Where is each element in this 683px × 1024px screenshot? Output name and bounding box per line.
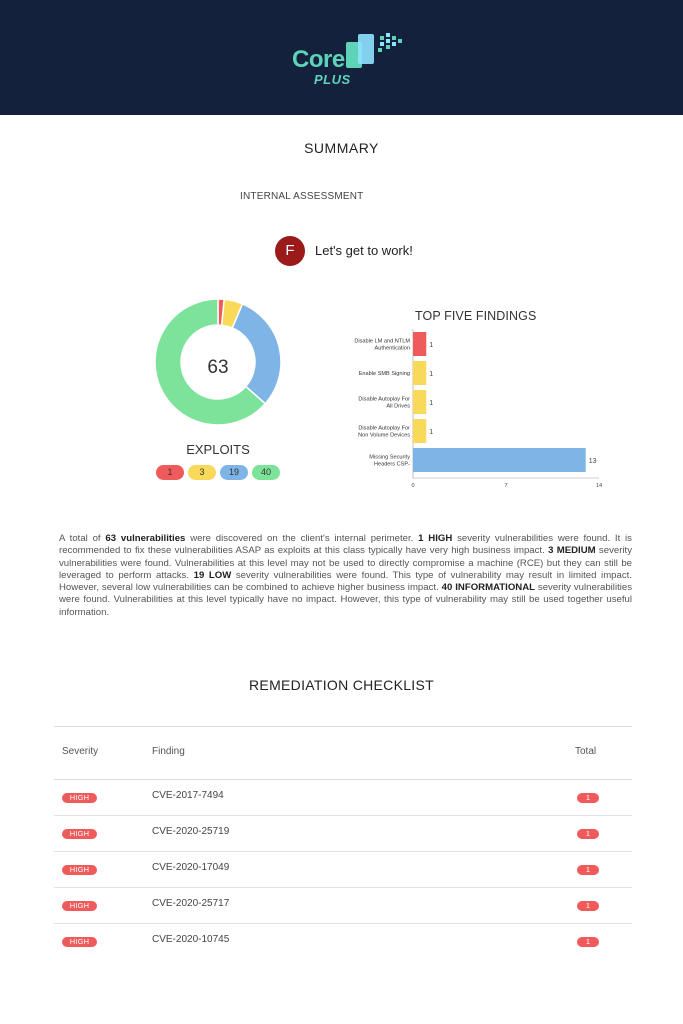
finding-id: CVE-2017-7494 (152, 790, 224, 801)
top-findings-bar-chart (330, 326, 630, 491)
exploits-total: 63 (207, 357, 229, 378)
exploit-count-pill: 1 (156, 465, 184, 480)
paragraph-text: severity vulnerabilities were found. Vulnerabilities at this level typically have no impact. However, this type of vulnerability may still be used together useful information. (59, 582, 633, 618)
bar-value-label: 1 (429, 400, 434, 407)
report-header (0, 0, 683, 115)
checklist-title: REMEDIATION CHECKLIST (249, 677, 434, 693)
paragraph-text: A total of (59, 533, 106, 544)
severity-badge: HIGH (62, 937, 97, 947)
exploit-count-pills (156, 465, 280, 481)
x-tick-label: 7 (504, 483, 508, 489)
brand-tagline: PLUS (314, 72, 351, 87)
bar-value-label: 1 (429, 342, 434, 349)
table-row (54, 852, 632, 888)
finding-id: CVE-2020-10745 (152, 934, 230, 945)
paragraph-highlight: 1 HIGH (418, 533, 453, 544)
summary-paragraph (59, 533, 632, 619)
header-severity: Severity (62, 746, 99, 757)
bar-value-label: 1 (429, 429, 434, 436)
table-row (54, 816, 632, 852)
header-finding: Finding (152, 746, 185, 757)
header-total: Total (575, 746, 597, 757)
paragraph-text: severity vulnerabilities were found. It is recommended to fix these vulnerabilities ASAP as exploits at this class typically have very high business impact. (59, 533, 632, 557)
finding-id: CVE-2020-25719 (152, 826, 230, 837)
table-row (54, 780, 632, 816)
severity-badge: HIGH (62, 901, 97, 911)
bar (413, 390, 426, 414)
severity-badge: HIGH (62, 829, 97, 839)
category-label: Disable Autoplay For All Drives (358, 396, 410, 410)
summary-title: SUMMARY (304, 140, 379, 156)
assessment-subtitle: INTERNAL ASSESSMENT (240, 191, 364, 202)
total-badge: 1 (577, 937, 599, 947)
bar-value-label: 13 (588, 458, 597, 465)
exploit-count-pill: 19 (220, 465, 248, 480)
donut-slice (232, 304, 281, 404)
severity-badge: HIGH (62, 865, 97, 875)
avatar: F (275, 236, 305, 266)
paragraph-text: severity vulnerabilities were found. Vulnerabilities at this level may not be used to directly compromise a machine (RCE) but they can still be leveraged to perform attacks. (59, 545, 632, 581)
total-badge: 1 (577, 901, 599, 911)
finding-id: CVE-2020-17049 (152, 862, 230, 873)
x-tick-label: 14 (595, 483, 603, 489)
table-body (54, 780, 632, 959)
brand-logo (290, 30, 405, 90)
paragraph-highlight: 40 INFORMATIONAL (441, 582, 535, 594)
exploit-count-pill: 40 (252, 465, 280, 480)
paragraph-text: were discovered on the client's internal perimeter. (185, 533, 419, 544)
remediation-table (54, 726, 632, 959)
paragraph-highlight: 19 LOW (193, 569, 232, 581)
paragraph-highlight: 3 MEDIUM (548, 545, 596, 557)
bar (413, 448, 586, 472)
bar (413, 419, 426, 443)
total-badge: 1 (577, 829, 599, 839)
total-badge: 1 (577, 865, 599, 875)
bar-value-label: 1 (429, 371, 434, 378)
category-label: Enable SMB Signing (358, 371, 410, 377)
category-label: Disable LM and NTLM Authentication (354, 338, 410, 352)
x-tick-label: 0 (411, 483, 415, 489)
paragraph-highlight: 63 vulnerabilities (105, 533, 186, 544)
bar (413, 361, 426, 385)
total-badge: 1 (577, 793, 599, 803)
top-findings-title: TOP FIVE FINDINGS (415, 309, 537, 323)
finding-id: CVE-2020-25717 (152, 898, 230, 909)
table-row (54, 924, 632, 959)
brand-name: Core (292, 46, 345, 73)
table-header (54, 726, 632, 780)
paragraph-text: severity vulnerabilities were found. This type of vulnerability may result in limited impact. However, several low vulnerabilities can be combined to achieve higher business impact. (59, 569, 632, 594)
table-row (54, 888, 632, 924)
exploits-label: EXPLOITS (186, 442, 250, 457)
category-label: Missing Security Headers CSP- (369, 454, 410, 468)
logo-mark-icon (340, 30, 405, 78)
category-label: Disable Autoplay For Non Volume Devices (358, 425, 410, 439)
exploit-count-pill: 3 (188, 465, 216, 480)
bar (413, 332, 426, 356)
greeting-text: Let's get to work! (315, 243, 413, 258)
severity-badge: HIGH (62, 793, 97, 803)
